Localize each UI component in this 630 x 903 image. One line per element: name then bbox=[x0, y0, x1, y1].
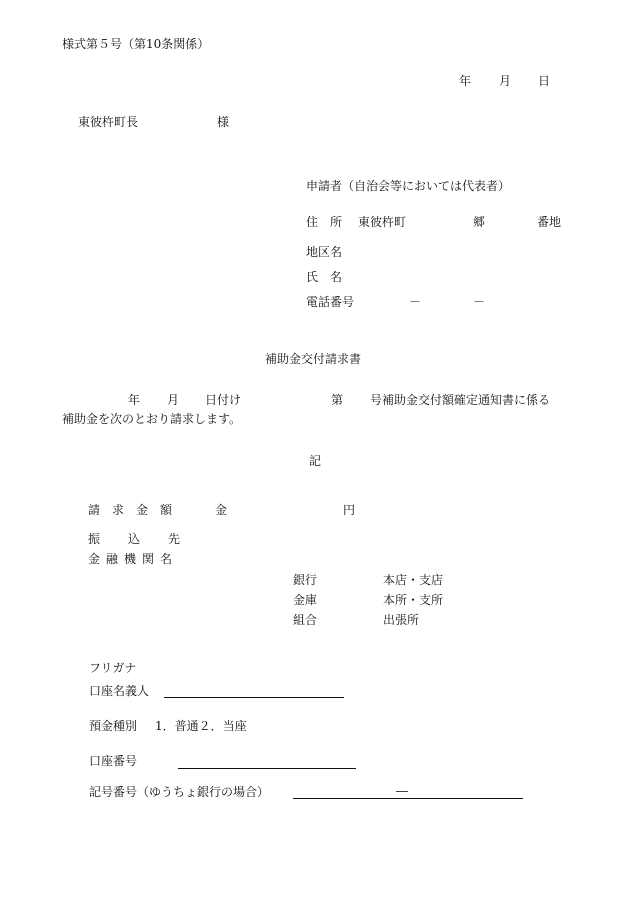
date-month: 月 bbox=[499, 74, 512, 88]
address-town: 東彼杵町 bbox=[358, 215, 407, 229]
document-title: 補助金交付請求書 bbox=[265, 352, 362, 366]
account-number-line bbox=[178, 768, 356, 769]
body-number-prefix: 第 bbox=[331, 393, 344, 407]
account-number-label: 口座番号 bbox=[89, 754, 138, 768]
account-holder-label: 口座名義人 bbox=[89, 684, 150, 698]
yucho-number-line bbox=[293, 798, 523, 799]
institution-label: 金融機関名 bbox=[88, 552, 179, 566]
address-label: 住 所 bbox=[306, 215, 343, 229]
phone-dash-1: － bbox=[409, 295, 422, 309]
deposit-type-label: 預金種別 bbox=[89, 719, 138, 733]
account-holder-line bbox=[164, 697, 344, 698]
amount-yen: 円 bbox=[343, 503, 356, 517]
body-line2: 補助金を次のとおり請求します。 bbox=[62, 412, 242, 426]
branch-type-2: 本所・支所 bbox=[383, 593, 444, 607]
amount-kin: 金 bbox=[215, 503, 228, 517]
addressee-name: 東彼杵町長 bbox=[78, 115, 139, 129]
form-number: 様式第５号（第10条関係） bbox=[62, 37, 210, 51]
body-dated: 日付け bbox=[205, 393, 242, 407]
kumiai-type: 組合 bbox=[293, 613, 318, 627]
shinkin-type: 金庫 bbox=[293, 593, 318, 607]
applicant-heading: 申請者（自治会等においては代表者） bbox=[306, 179, 511, 193]
phone-dash-2: － bbox=[473, 295, 486, 309]
district-label: 地区名 bbox=[306, 245, 343, 259]
bank-type: 銀行 bbox=[293, 573, 318, 587]
transfer-label: 振込先 bbox=[88, 532, 209, 546]
name-label: 氏 名 bbox=[306, 270, 343, 284]
body-month: 月 bbox=[167, 393, 180, 407]
branch-type-1: 本店・支店 bbox=[383, 573, 444, 587]
yucho-number-dash: ― bbox=[396, 784, 408, 798]
yucho-number-label: 記号番号（ゆうちょ銀行の場合） bbox=[89, 785, 270, 799]
ki-heading: 記 bbox=[309, 454, 322, 468]
date-day: 日 bbox=[538, 74, 551, 88]
date-year: 年 bbox=[459, 74, 472, 88]
furigana-label: フリガナ bbox=[89, 661, 137, 675]
branch-type-3: 出張所 bbox=[383, 613, 420, 627]
address-go: 郷 bbox=[473, 215, 486, 229]
deposit-type-options: 1．普通２．当座 bbox=[155, 719, 247, 733]
body-year: 年 bbox=[128, 393, 141, 407]
addressee-honorific: 様 bbox=[217, 115, 230, 129]
phone-label: 電話番号 bbox=[306, 295, 355, 309]
amount-label: 請求金額 bbox=[88, 503, 185, 517]
body-line1-rest: 号補助金交付額確定通知書に係る bbox=[370, 393, 551, 407]
address-banchi: 番地 bbox=[537, 215, 562, 229]
